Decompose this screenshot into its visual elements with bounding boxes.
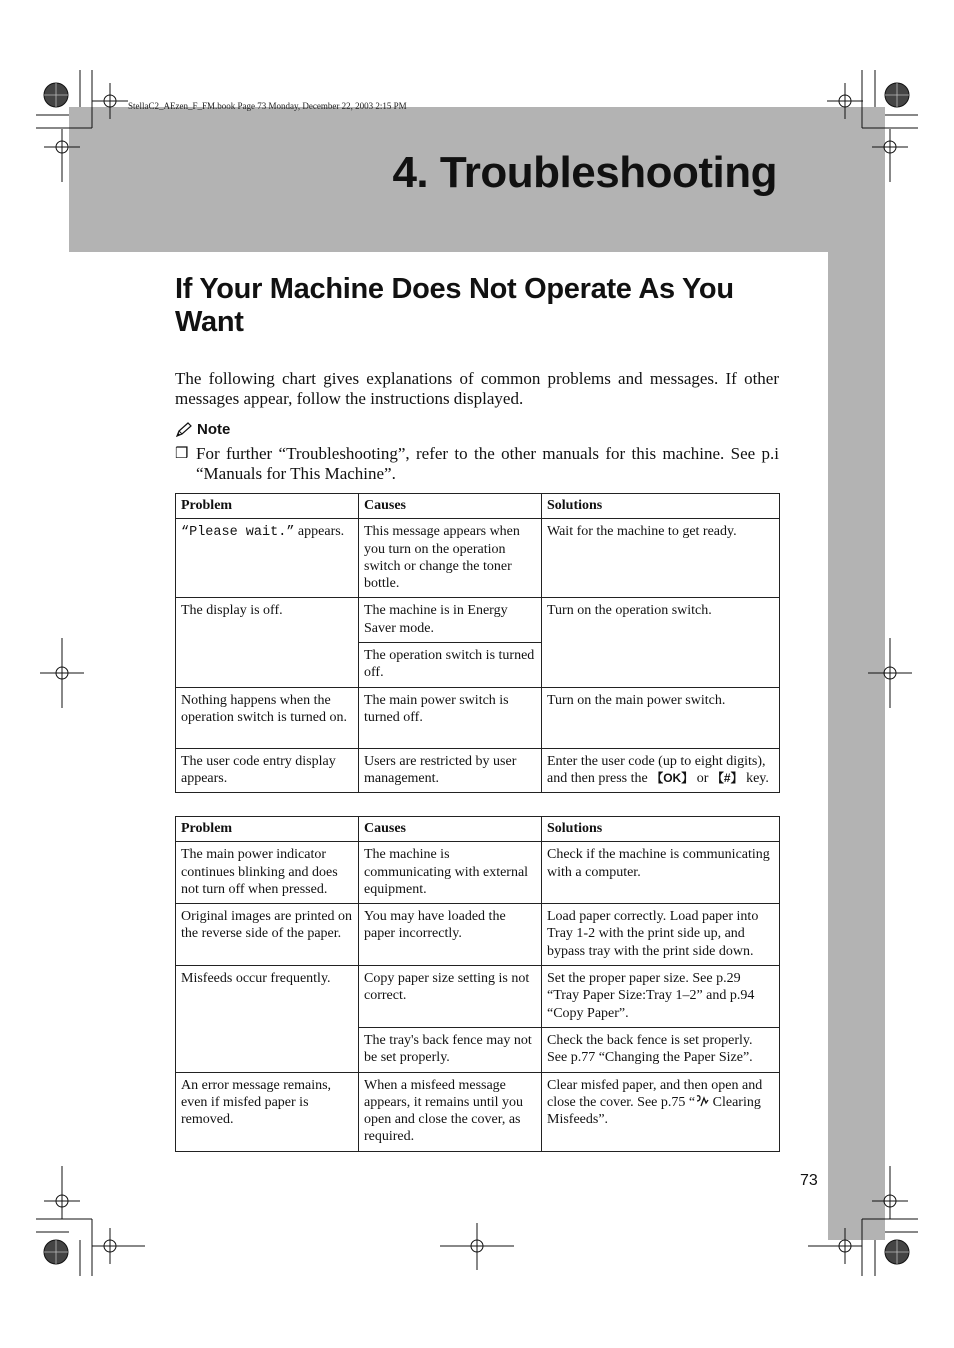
column-header-problem: Problem: [176, 817, 359, 842]
column-header-causes: Causes: [359, 817, 542, 842]
column-header-causes: Causes: [359, 494, 542, 519]
solution-cell: Check if the machine is communicating with a computer.: [542, 842, 780, 904]
column-header-problem: Problem: [176, 494, 359, 519]
solution-cell: [542, 1072, 780, 1151]
solution-text: or: [693, 770, 712, 786]
note-heading: [175, 421, 230, 438]
column-header-solutions: Solutions: [542, 817, 780, 842]
solution-cell: Check the back fence is set properly. See p.77 “Changing the Paper Size”.: [542, 1027, 780, 1072]
table-header-row: [176, 494, 780, 519]
cause-cell: When a misfeed message appears, it remains until you open and close the cover, as required.: [359, 1072, 542, 1151]
troubleshooting-table-2: [175, 816, 780, 1152]
note-label: Note: [197, 421, 231, 438]
solution-text: Enter the user code (up to eight digits), and then press the: [547, 753, 766, 786]
solution-cell: Turn on the operation switch.: [542, 598, 780, 687]
solution-cell: Turn on the main power switch.: [542, 687, 780, 748]
table-row: [176, 598, 780, 643]
chapter-title: 4. Troubleshooting: [392, 148, 777, 197]
table-row: [176, 1072, 780, 1151]
problem-cell: [176, 519, 359, 598]
cause-cell: The operation switch is turned off.: [359, 643, 542, 688]
table-row: [176, 687, 780, 748]
checkbox-bullet: ❒: [175, 446, 189, 462]
column-header-solutions: Solutions: [542, 494, 780, 519]
problem-cell: The user code entry display appears.: [176, 748, 359, 793]
solution-cell: Wait for the machine to get ready.: [542, 519, 780, 598]
cause-cell: The machine is in Energy Saver mode.: [359, 598, 542, 643]
ok-key-label: 【OK】: [651, 770, 694, 785]
table-row: [176, 904, 780, 966]
cause-cell: The tray's back fence may not be set properly.: [359, 1027, 542, 1072]
section-title: If Your Machine Does Not Operate As You Want: [175, 273, 734, 338]
cause-cell: You may have loaded the paper incorrectly.: [359, 904, 542, 966]
troubleshooting-table-1: [175, 493, 780, 793]
note-text: For further “Troubleshooting”, refer to the other manuals for this machine. See p.i “Manuals for This Machine”.: [196, 444, 779, 483]
table-row: [176, 748, 780, 793]
table-row: [176, 966, 780, 1028]
cause-cell: Copy paper size setting is not correct.: [359, 966, 542, 1028]
problem-cell: Misfeeds occur frequently.: [176, 966, 359, 1072]
cause-cell: The main power switch is turned off.: [359, 687, 542, 748]
problem-cell: The display is off.: [176, 598, 359, 687]
solution-cell: [542, 748, 780, 793]
hash-key-label: 【#】: [711, 770, 743, 785]
page-number: 73: [800, 1172, 818, 1189]
intro-paragraph: The following chart gives explanations of common problems and messages. If other messages appear, follow the instructions displayed.: [175, 369, 779, 408]
file-info-header: StellaC2_AEzen_F_FM.book Page 73 Monday, December 22, 2003 2:15 PM: [128, 101, 407, 111]
problem-cell: Nothing happens when the operation switch is turned on.: [176, 687, 359, 748]
table-row: [176, 842, 780, 904]
solution-cell: Load paper correctly. Load paper into Tray 1-2 with the print side up, and bypass tray with the print side down.: [542, 904, 780, 966]
table-header-row: [176, 817, 780, 842]
note-item: [175, 444, 779, 484]
cause-cell: This message appears when you turn on the operation switch or change the toner bottle.: [359, 519, 542, 598]
solution-text: Clearing Misfeeds”.: [547, 1094, 761, 1128]
table-row: [176, 519, 780, 598]
solution-text: key.: [742, 770, 769, 786]
pencil-icon: [175, 422, 193, 438]
problem-cell: The main power indicator continues blinking and does not turn off when pressed.: [176, 842, 359, 904]
problem-text: appears.: [294, 524, 345, 540]
misfeed-icon: [695, 1094, 709, 1108]
cause-cell: The machine is communicating with external equipment.: [359, 842, 542, 904]
problem-cell: Original images are printed on the reverse side of the paper.: [176, 904, 359, 966]
solution-text: Clear misfed paper, and then open and close the cover. See p.75 “: [547, 1077, 763, 1110]
solution-cell: Set the proper paper size. See p.29 “Tray Paper Size:Tray 1–2” and p.94 “Copy Paper”.: [542, 966, 780, 1028]
problem-cell: An error message remains, even if misfed paper is removed.: [176, 1072, 359, 1151]
display-message: “Please wait.”: [181, 525, 295, 541]
cause-cell: Users are restricted by user management.: [359, 748, 542, 793]
